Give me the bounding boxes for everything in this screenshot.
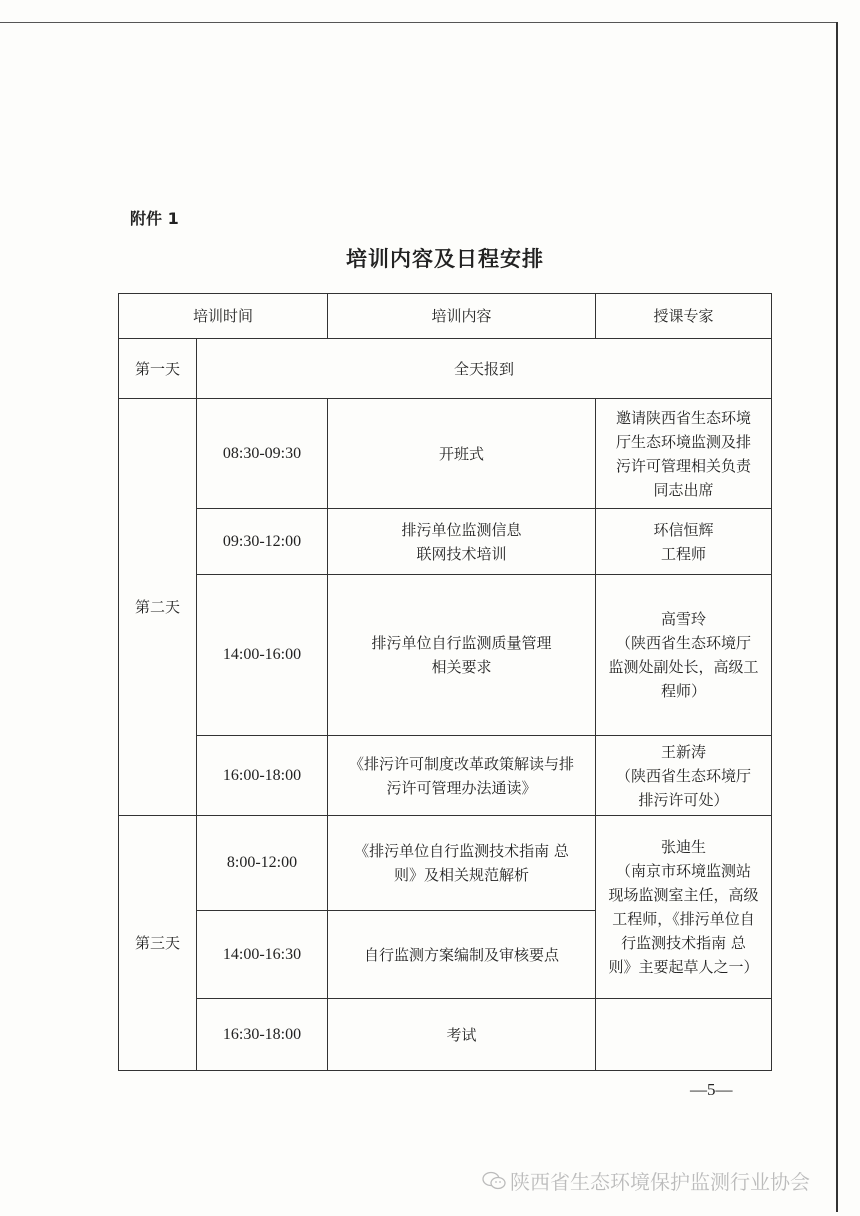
table-row: [119, 999, 772, 1071]
header-time: 培训时间: [119, 294, 328, 339]
content-cell: 开班式: [328, 399, 596, 509]
page-number: —5—: [690, 1080, 733, 1099]
wechat-icon: [482, 1171, 506, 1191]
expert-cell: 高雪玲 （陕西省生态环境厅 监测处副处长，高级工 程师）: [596, 575, 772, 736]
table-row: [119, 399, 772, 509]
watermark-text: 陕西省生态环境保护监测行业协会: [510, 1170, 810, 1194]
time-cell: 8:00-12:00: [197, 816, 328, 911]
header-row: [119, 294, 772, 339]
content-cell: 自行监测方案编制及审核要点: [328, 911, 596, 999]
day-label: 第三天: [119, 816, 197, 1071]
time-cell: 16:30-18:00: [197, 999, 328, 1071]
table-row: [119, 509, 772, 575]
time-cell: 14:00-16:30: [197, 911, 328, 999]
expert-cell: 王新涛 （陕西省生态环境厅 排污许可处）: [596, 736, 772, 816]
content-cell: 考试: [328, 999, 596, 1071]
expert-cell: [596, 999, 772, 1071]
time-cell: 14:00-16:00: [197, 575, 328, 736]
document-title: 培训内容及日程安排: [346, 246, 544, 271]
time-cell: 16:00-18:00: [197, 736, 328, 816]
table-row: [119, 736, 772, 816]
content-cell: 排污单位监测信息 联网技术培训: [328, 509, 596, 575]
time-cell: 09:30-12:00: [197, 509, 328, 575]
day-label: 第二天: [119, 399, 197, 816]
attachment-label: 附件 1: [130, 209, 179, 228]
content-cell: 排污单位自行监测质量管理 相关要求: [328, 575, 596, 736]
expert-cell: 环信恒辉 工程师: [596, 509, 772, 575]
header-content: 培训内容: [328, 294, 596, 339]
page-edge-right: [836, 22, 838, 1212]
page-edge-top: [0, 22, 837, 23]
table-row: [119, 575, 772, 736]
expert-cell: 邀请陕西省生态环境 厅生态环境监测及排 污许可管理相关负责 同志出席: [596, 399, 772, 509]
day-label: 第一天: [119, 339, 197, 399]
table-row: [119, 339, 772, 399]
expert-cell: 张迪生 （南京市环境监测站 现场监测室主任，高级 工程师，《排污单位自 行监测技术指南 总 则》主要起草人之一）: [596, 816, 772, 999]
watermark: [482, 1166, 810, 1195]
header-expert: 授课专家: [596, 294, 772, 339]
table-row: [119, 816, 772, 911]
content-cell: 《排污许可制度改革政策解读与排 污许可管理办法通读》: [328, 736, 596, 816]
content-cell: 全天报到: [197, 339, 772, 399]
schedule-table: [118, 293, 772, 1071]
content-cell: 《排污单位自行监测技术指南 总 则》及相关规范解析: [328, 816, 596, 911]
time-cell: 08:30-09:30: [197, 399, 328, 509]
